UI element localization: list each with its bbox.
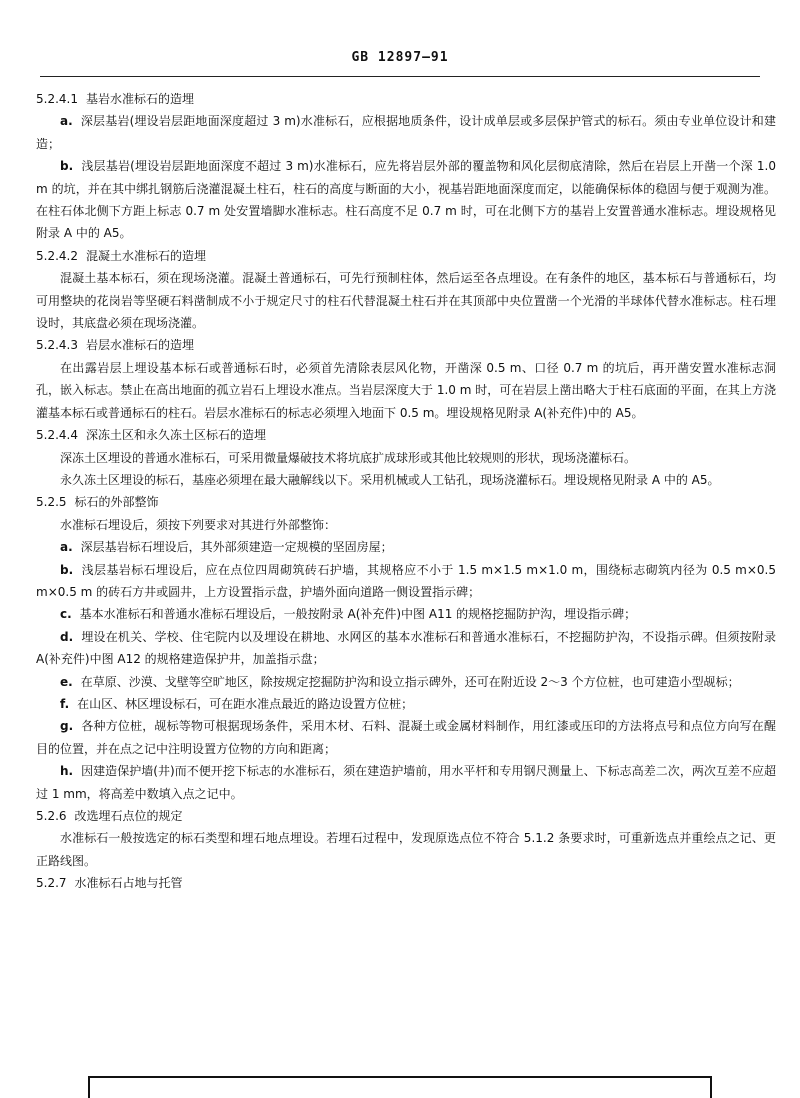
- list-item: [36, 559, 776, 604]
- section-heading: [36, 88, 776, 110]
- paragraph: 水准标石一般按选定的标石类型和埋石地点埋设。若埋石过程中，发现原选点位不符合 5.1.2 条要求时，可重新选点并重绘点之记、更正路线图。: [36, 831, 776, 868]
- section-title: 混凝土水准标石的造埋: [85, 248, 206, 263]
- section-number: 5.2.4.2: [36, 248, 78, 263]
- list-item-text: 因建造保护墙(井)而不便开挖下标志的水准标石，须在建造护墙前，用水平杆和专用钢尺测量上、下标志高差二次，两次互差不应超过 1 mm，将高差中数填入点之记中。: [36, 764, 776, 801]
- list-item-label: c.: [60, 607, 72, 622]
- list-item-label: a.: [60, 114, 73, 129]
- section-number: 5.2.4.1: [36, 92, 78, 106]
- section-title: 基岩水准标石的造埋: [85, 92, 194, 106]
- list-item-label: b.: [60, 562, 74, 577]
- header-rule: [40, 76, 760, 77]
- list-item-text: 在山区、林区埋设标石，可在距水准点最近的路边设置方位桩；: [77, 696, 414, 711]
- section-title: 深冻土区和永久冻土区标石的造埋: [85, 428, 266, 443]
- list-item-text: 浅层基岩标石埋设后，应在点位四周砌筑砖石护墙，其规格应不小于 1.5 m×1.5 m×1.0 m，围绕标志砌筑内径为 0.5 m×0.5 m×0.5 m 的砖石方井或圆井，上方设置指示盘，护墙外面向道路一侧设置指示碑；: [36, 562, 776, 599]
- section-number: 5.2.7: [36, 876, 67, 891]
- section-heading: [36, 334, 776, 356]
- list-item-label: f.: [60, 696, 70, 711]
- list-item-text: 浅层基岩(埋设岩层距地面深度不超过 3 m)水准标石，应先将岩层外部的覆盖物和风化层彻底清除，然后在岩层上开凿一个深 1.0 m 的坑，并在其中绑扎钢筋后浇灌混凝土柱石，柱石的高度与断面的大小，视基岩距地面深度而定，以能确保标体的稳固与便于观测为准。在柱石体北侧下方距上标志 0.7 m 处安置墙脚水准标志。柱石高度不足 0.7 m 时，可在北侧下方的基岩上安置普通水准标志。埋设规格见附录 A 中的 A5。: [36, 159, 776, 241]
- section-heading: [36, 424, 776, 446]
- section-number: 5.2.6: [36, 809, 67, 823]
- section-number: 5.2.4.4: [36, 428, 78, 443]
- section-title: 标石的外部整饰: [74, 495, 159, 510]
- list-item-label: a.: [60, 540, 73, 555]
- section-heading: [36, 805, 776, 827]
- section-heading: [36, 872, 776, 894]
- section-number: 5.2.4.3: [36, 338, 78, 353]
- list-item-text: 各种方位桩，觇标等物可根据现场条件，采用木材、石料、混凝土或金属材料制作，用红漆或压印的方法将点号和点位方向写在醒目的位置，并在点之记中注明设置方位物的方向和距离；: [36, 719, 776, 756]
- list-item: [36, 155, 776, 245]
- list-item-text: 深层基岩(埋设岩层距地面深度超过 3 m)水准标石，应根据地质条件，设计成单层或多层保护管式的标石。须由专业单位设计和建造；: [36, 114, 776, 151]
- list-item: [36, 626, 776, 671]
- paragraph: 水准标石埋设后，须按下列要求对其进行外部整饰：: [60, 517, 337, 532]
- list-item: [36, 715, 776, 760]
- list-item: [36, 110, 776, 155]
- list-item-label: g.: [60, 719, 74, 734]
- paragraph: 永久冻土区埋设的标石，基座必须埋在最大融解线以下。采用机械或人工钻孔，现场浇灌标石。埋设规格见附录 A 中的 A5。: [60, 472, 720, 487]
- document-body: [36, 88, 776, 895]
- standard-header: GB 12897—91: [351, 50, 449, 65]
- list-item: [36, 760, 776, 805]
- list-item-label: b.: [60, 159, 74, 174]
- paragraph: 在出露岩层上埋设基本标石或普通标石时，必须首先清除表层风化物，开凿深 0.5 m、口径 0.7 m 的坑后，再开凿安置水准标志洞孔，嵌入标志。禁止在高出地面的孤立岩石上埋设水准点。当岩层深度大于 1.0 m 时，可在岩层上凿出略大于柱石底面的平面，在其上方浇灌基本标石或普通标石的柱石。岩层水准标石的标志必须埋入地面下 0.5 m。埋设规格见附录 A(补充件)中的 A5。: [36, 360, 776, 420]
- list-item: [36, 536, 776, 558]
- list-item-text: 深层基岩标石埋设后，其外部须建造一定规模的坚固房屋；: [80, 540, 393, 555]
- list-item: [36, 603, 776, 625]
- list-item-label: d.: [60, 629, 74, 644]
- list-item: [36, 693, 776, 715]
- bottom-frame: [88, 1076, 712, 1098]
- list-item: [36, 671, 776, 693]
- paragraph: 深冻土区埋设的普通水准标石，可采用微量爆破技术将坑底扩成球形或其他比较规则的形状，现场浇灌标石。: [60, 450, 637, 465]
- section-heading: [36, 245, 776, 267]
- list-item-text: 基本水准标石和普通水准标石埋设后，一般按附录 A(补充件)中图 A11 的规格挖掘防护沟，埋设指示碑；: [79, 607, 637, 622]
- section-number: 5.2.5: [36, 495, 67, 510]
- list-item-text: 埋设在机关、学校、住宅院内以及埋设在耕地、水网区的基本水准标石和普通水准标石，不挖掘防护沟，不设指示碑。但须按附录 A(补充件)中图 A12 的规格建造保护井，加盖指示盘；: [36, 629, 776, 667]
- section-heading: [36, 491, 776, 513]
- section-title: 岩层水准标石的造埋: [85, 338, 194, 353]
- section-title: 改选埋石点位的规定: [74, 809, 183, 823]
- list-item-label: h.: [60, 764, 74, 779]
- list-item-label: e.: [60, 674, 73, 689]
- list-item-text: 在草原、沙漠、戈壁等空旷地区，除按规定挖掘防护沟和设立指示碑外，还可在附近设 2～3 个方位桩，也可建造小型觇标；: [80, 674, 740, 689]
- section-title: 水准标石占地与托管: [74, 876, 183, 891]
- paragraph: 混凝土基本标石，须在现场浇灌。混凝土普通标石，可先行预制柱体，然后运至各点埋设。在有条件的地区，基本标石与普通标石，均可用整块的花岗岩等坚硬石料凿制成不小于规定尺寸的柱石代替混凝土柱石并在其顶部中央位置凿一个光滑的半球体代替水准标志。柱石埋设时，其底盘必须在现场浇灌。: [36, 271, 776, 331]
